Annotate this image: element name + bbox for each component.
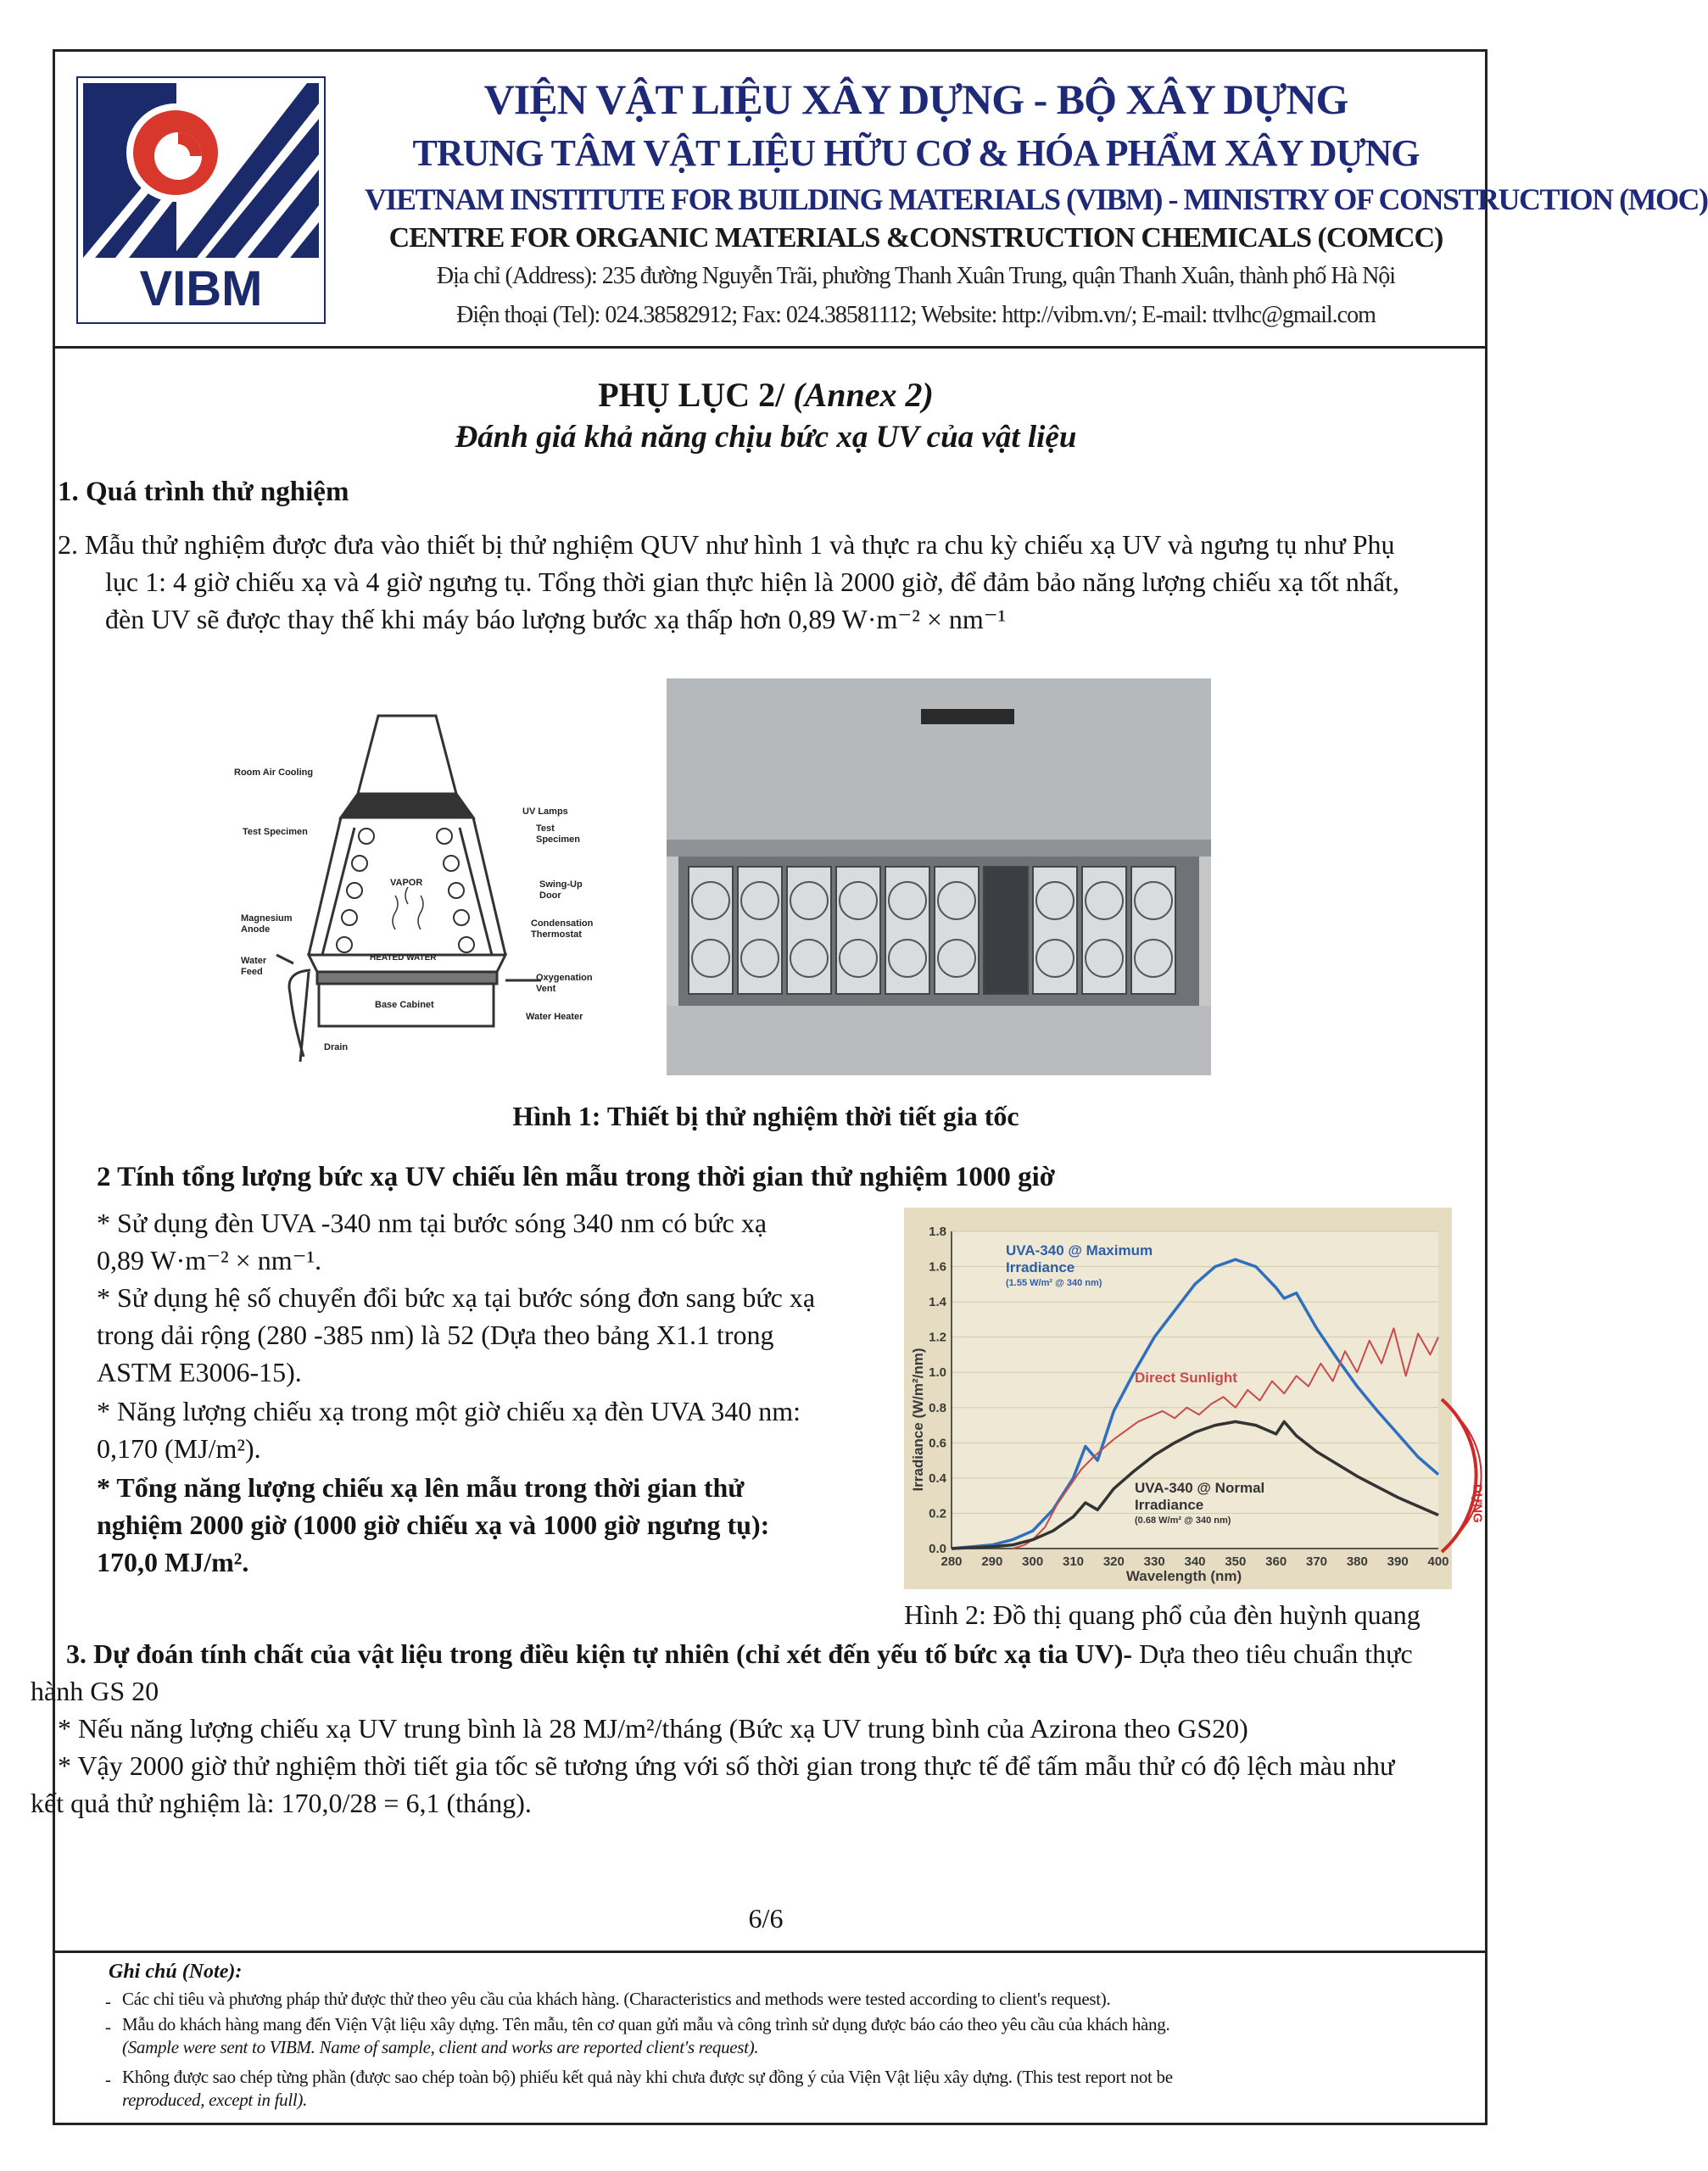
chart-x-tick-label: 290 bbox=[981, 1554, 1003, 1569]
footer-bullet-2: - bbox=[105, 2017, 111, 2037]
section3-title-line1 bbox=[66, 1635, 1413, 1672]
footer-bullet-3: - bbox=[105, 2069, 111, 2090]
annex-subtitle: Đánh giá khả năng chịu bức xạ UV của vật liệu bbox=[455, 420, 1077, 455]
fig1-water-heater: Water Heater bbox=[526, 1012, 583, 1022]
fig1-base-cabinet: Base Cabinet bbox=[375, 1000, 434, 1010]
chart-x-tick-label: 310 bbox=[1062, 1554, 1085, 1569]
annotation-max-2: Irradiance bbox=[1006, 1259, 1075, 1275]
chart-y-axis-label: Irradiance (W/m²/nm) bbox=[910, 1348, 926, 1492]
chart-y-tick-label: 0.2 bbox=[929, 1506, 946, 1521]
section2-title: 2 Tính tổng lượng bức xạ UV chiếu lên mẫu trong thời gian thử nghiệm 1000 giờ bbox=[97, 1162, 1056, 1192]
chart-x-tick-label: 330 bbox=[1143, 1554, 1165, 1569]
red-stamp-fragment bbox=[1433, 1391, 1510, 1560]
chart-y-tick-label: 1.2 bbox=[929, 1330, 946, 1345]
fig1-water-feed-2: Feed bbox=[241, 967, 263, 977]
section1-item2-line2: lục 1: 4 giờ chiếu xạ và 4 giờ ngưng tụ. Tổng thời gian thực hiện là 2000 giờ, để đảm bảo năng lượng chiếu xạ tốt nhất, bbox=[105, 566, 1399, 597]
centre-name-vi: TRUNG TÂM VẬT LIỆU HỮU CƠ & HÓA PHẨM XÂY DỰNG bbox=[412, 132, 1420, 174]
contact-info: Điện thoại (Tel): 024.38582912; Fax: 024.38581112; Website: http://vibm.vn/; E-mail: ttvlhc@gmail.com bbox=[456, 302, 1376, 328]
chart-x-tick-label: 350 bbox=[1225, 1554, 1247, 1569]
fig1-room-air: Room Air Cooling bbox=[234, 767, 314, 778]
annex-title-vi: PHỤ LỤC 2/ bbox=[598, 376, 794, 414]
uv-spectrum-chart bbox=[904, 1208, 1452, 1589]
chart-x-tick-label: 400 bbox=[1427, 1554, 1449, 1569]
chart-x-axis-label: Wavelength (nm) bbox=[1125, 1568, 1242, 1584]
footer-note-2-line1: Mẫu do khách hàng mang đến Viện Vật liệu xây dựng. Tên mẫu, tên cơ quan gửi mẫu và công trình sử dụng được báo cáo theo yêu cầu của khách hàng. bbox=[122, 2014, 1170, 2034]
logo-text: VIBM bbox=[139, 261, 263, 316]
fig1-swing-up-2: Door bbox=[539, 890, 561, 901]
fig1-magnesium-1: Magnesium bbox=[241, 913, 293, 924]
fig1-heated-water: HEATED WATER bbox=[370, 953, 437, 963]
chart-y-tick-label: 1.8 bbox=[929, 1225, 946, 1239]
fig1-vapor: VAPOR bbox=[390, 878, 423, 888]
annotation-normal-3: (0.68 W/m² @ 340 nm) bbox=[1135, 1515, 1231, 1526]
section3-title-bold: 3. Dự đoán tính chất của vật liệu trong điều kiện tự nhiên (chỉ xét đến yếu tố bức xạ tia UV)- bbox=[66, 1638, 1133, 1669]
fig1-oxygenation-2: Vent bbox=[536, 984, 556, 994]
section2-p4-line3: 170,0 MJ/m². bbox=[97, 1547, 249, 1577]
figure1-caption: Hình 1: Thiết bị thử nghiệm thời tiết gia tốc bbox=[512, 1101, 1019, 1131]
institute-name-en: VIETNAM INSTITUTE FOR BUILDING MATERIALS (VIBM) - MINISTRY OF CONSTRUCTION (MOC) bbox=[365, 182, 1708, 216]
fig1-test-specimen-left: Test Specimen bbox=[243, 827, 308, 837]
fig1-magnesium-2: Anode bbox=[241, 924, 271, 935]
fig1-water-feed-1: Water bbox=[241, 956, 267, 966]
section1-item1: 1. Quá trình thử nghiệm bbox=[58, 477, 349, 507]
quv-chamber-photo bbox=[667, 678, 1211, 1075]
fig1-condensation-2: Thermostat bbox=[531, 929, 582, 940]
section3-p1: * Nếu năng lượng chiếu xạ UV trung bình là 28 MJ/m²/tháng (Bức xạ UV trung bình của Azirona theo GS20) bbox=[58, 1713, 1248, 1744]
annotation-sun: Direct Sunlight bbox=[1135, 1370, 1237, 1386]
fig1-oxygenation-1: Oxygenation bbox=[536, 973, 593, 983]
fig1-uv-lamps: UV Lamps bbox=[522, 806, 568, 817]
section3-title-line2: hành GS 20 bbox=[31, 1676, 159, 1706]
vibm-logo-graphic bbox=[78, 78, 324, 322]
annotation-max-3: (1.55 W/m² @ 340 nm) bbox=[1006, 1278, 1102, 1288]
chart-y-tick-label: 0.0 bbox=[929, 1542, 946, 1556]
section2-p4-line1: * Tổng năng lượng chiếu xạ lên mẫu trong thời gian thử bbox=[97, 1472, 745, 1503]
section2-p3-line2: 0,170 (MJ/m²). bbox=[97, 1433, 261, 1464]
chart-x-tick-label: 390 bbox=[1387, 1554, 1409, 1569]
vibm-logo bbox=[76, 76, 326, 324]
footer-note-1: Các chỉ tiêu và phương pháp thử được thử theo yêu cầu của khách hàng. (Characteristics and methods were tested according to client's request). bbox=[122, 1989, 1111, 2009]
section3-title-rest: Dựa theo tiêu chuẩn thực bbox=[1132, 1638, 1413, 1669]
centre-name-en: CENTRE FOR ORGANIC MATERIALS &CONSTRUCTION CHEMICALS (COMCC) bbox=[388, 222, 1443, 254]
section3-p2-line2: kết quả thử nghiệm là: 170,0/28 = 6,1 (tháng). bbox=[31, 1788, 532, 1818]
address: Địa chỉ (Address): 235 đường Nguyễn Trãi, phường Thanh Xuân Trung, quận Thanh Xuân, thành phố Hà Nội bbox=[436, 263, 1396, 289]
stamp-text: DỰNG bbox=[1470, 1484, 1485, 1523]
annotation-normal-1: UVA-340 @ Normal bbox=[1135, 1480, 1265, 1496]
chart-x-tick-label: 340 bbox=[1184, 1554, 1206, 1569]
chart-x-tick-label: 300 bbox=[1022, 1554, 1044, 1569]
uv-spectrum-chart-svg bbox=[904, 1208, 1452, 1589]
header-divider bbox=[53, 346, 1488, 349]
annotation-normal-2: Irradiance bbox=[1135, 1497, 1204, 1513]
chart-x-tick-label: 320 bbox=[1102, 1554, 1125, 1569]
chart-y-tick-label: 0.6 bbox=[929, 1436, 946, 1451]
fig1-test-specimen-right-2: Specimen bbox=[536, 834, 580, 845]
annex-title-en: (Annex 2) bbox=[793, 376, 934, 414]
section1-item2-line1: 2. Mẫu thử nghiệm được đưa vào thiết bị thử nghiệm QUV như hình 1 và thực ra chu kỳ chiếu xạ UV và ngưng tụ như Phụ bbox=[58, 529, 1395, 560]
fig1-swing-up-1: Swing-Up bbox=[539, 879, 583, 890]
section3-p2-line1: * Vậy 2000 giờ thử nghiệm thời tiết gia tốc sẽ tương ứng với số thời gian trong thực tế để tấm mẫu thử có độ lệch màu như bbox=[58, 1750, 1395, 1781]
fig1-condensation-1: Condensation bbox=[531, 918, 594, 929]
fig1-drain: Drain bbox=[324, 1042, 349, 1052]
annex-title bbox=[0, 375, 1532, 415]
section2-p2-line1: * Sử dụng hệ số chuyển đổi bức xạ tại bước sóng đơn sang bức xạ bbox=[97, 1282, 816, 1313]
chart-x-tick-label: 360 bbox=[1265, 1554, 1287, 1569]
stamp-drawing bbox=[1433, 1391, 1510, 1560]
section1-item2-line3: đèn UV sẽ được thay thế khi máy báo lượng bước xạ thấp hơn 0,89 W·m⁻² × nm⁻¹ bbox=[105, 604, 1007, 634]
footer-divider bbox=[53, 1951, 1488, 1953]
quv-schematic-drawing bbox=[209, 700, 628, 1079]
chart-y-tick-label: 1.0 bbox=[929, 1365, 946, 1381]
section2-p4-line2: nghiệm 2000 giờ (1000 giờ chiếu xạ và 1000 giờ ngưng tụ): bbox=[97, 1510, 770, 1540]
chart-x-tick-label: 370 bbox=[1305, 1554, 1328, 1569]
section2-p1-line2: 0,89 W·m⁻² × nm⁻¹. bbox=[97, 1245, 322, 1275]
footer-note-2-line2: (Sample were sent to VIBM. Name of sample, client and works are reported client's request). bbox=[122, 2037, 759, 2057]
section2-p3-line1: * Năng lượng chiếu xạ trong một giờ chiếu xạ đèn UVA 340 nm: bbox=[97, 1396, 801, 1426]
footer-bullet-1: - bbox=[105, 1991, 111, 2012]
chart-y-tick-label: 1.6 bbox=[929, 1259, 946, 1275]
chart-y-tick-label: 1.4 bbox=[929, 1295, 946, 1310]
footer-note-3-line2: reproduced, except in full). bbox=[122, 2090, 308, 2110]
section2-p1-line1: * Sử dụng đèn UVA -340 nm tại bước sóng 340 nm có bức xạ bbox=[97, 1208, 767, 1238]
footer-note-3-line1: Không được sao chép từng phần (được sao chép toàn bộ) phiếu kết quả này khi chưa được sự đồng ý của Viện Vật liệu xây dựng. (This test report not be bbox=[122, 2067, 1173, 2087]
annotation-max-1: UVA-340 @ Maximum bbox=[1006, 1242, 1153, 1259]
institute-name-vi: VIỆN VẬT LIỆU XÂY DỰNG - BỘ XÂY DỰNG bbox=[483, 75, 1348, 123]
footer-note-title: Ghi chú (Note): bbox=[109, 1961, 243, 1983]
figure2-caption: Hình 2: Đồ thị quang phổ của đèn huỳnh quang bbox=[904, 1599, 1421, 1630]
chart-x-tick-label: 280 bbox=[941, 1554, 963, 1569]
quv-chamber-photo-drawing bbox=[667, 678, 1211, 1075]
fig1-test-specimen-right-1: Test bbox=[536, 823, 555, 834]
section2-p2-line3: ASTM E3006-15). bbox=[97, 1357, 302, 1387]
section2-p2-line2: trong dải rộng (280 -385 nm) là 52 (Dựa theo bảng X1.1 trong bbox=[97, 1320, 774, 1350]
chart-y-tick-label: 0.4 bbox=[929, 1471, 946, 1486]
page-number: 6/6 bbox=[748, 1903, 784, 1934]
quv-schematic-figure bbox=[209, 700, 628, 1079]
chart-y-tick-label: 0.8 bbox=[929, 1400, 946, 1415]
chart-x-tick-label: 380 bbox=[1346, 1554, 1368, 1569]
